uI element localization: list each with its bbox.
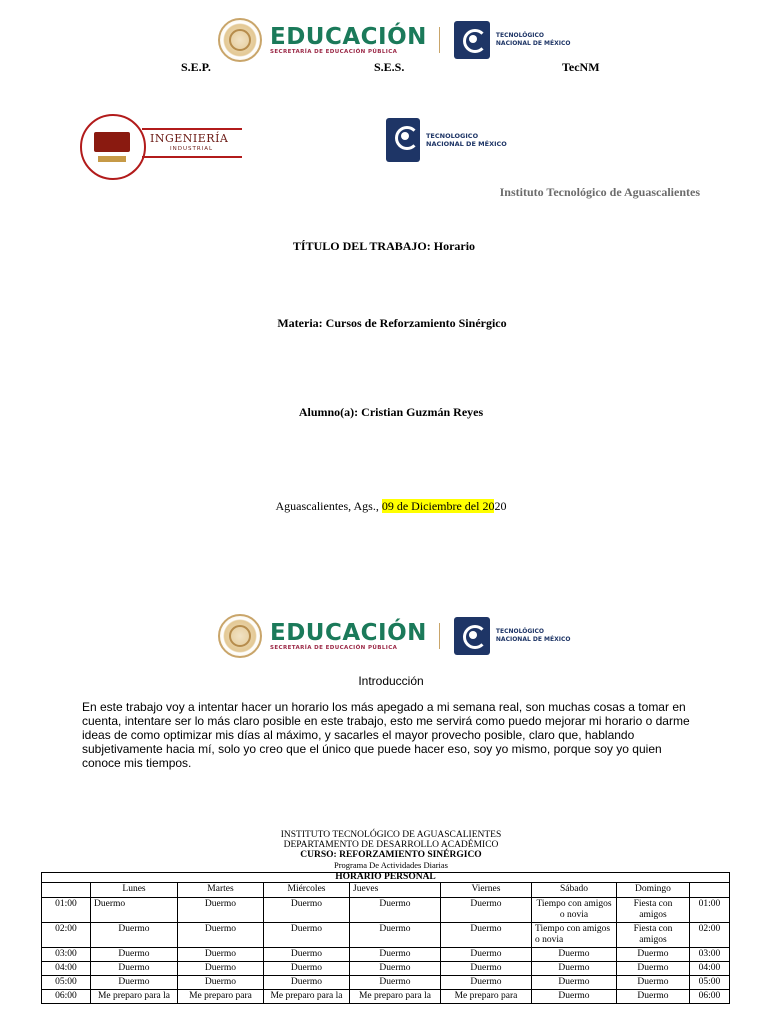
day-header-row [42, 883, 730, 898]
activity-cell: Duermo [532, 990, 617, 1004]
activity-cell: Duermo [264, 898, 350, 923]
time-cell: 02:00 [42, 923, 91, 948]
activity-cell: Duermo [350, 898, 441, 923]
intro-heading: Introducción [358, 674, 424, 688]
page2-header-logo [218, 614, 570, 658]
time-cell: 03:00 [42, 948, 91, 962]
table-row [42, 898, 730, 923]
place-date [0, 499, 768, 514]
tecnm-line2: NACIONAL DE MÉXICO [495, 40, 571, 47]
activity-cell: Duermo [91, 923, 178, 948]
tecnm-logo-line1: TECNOLOGICO [426, 132, 479, 140]
activity-cell: Duermo [264, 948, 350, 962]
activity-cell: Duermo [441, 948, 532, 962]
schedule-department: DEPARTAMENTO DE DESARROLLO ACADÉMICO [283, 840, 499, 850]
tecnm-logo [386, 118, 507, 162]
ingenieria-emblem-icon [80, 114, 146, 180]
schedule-institute: INSTITUTO TECNOLÓGICO DE AGUASCALIENTES [280, 830, 502, 840]
tecnm-logo-line2: NACIONAL DE MÉXICO [426, 140, 507, 148]
educacion-subtitle: SECRETARÍA DE EDUCACIÓN PÚBLICA [270, 645, 398, 651]
activity-cell: Duermo [178, 923, 264, 948]
place: Aguascalientes, Ags., [275, 499, 382, 513]
tecnm-emblem-icon [386, 118, 420, 162]
activity-cell: Duermo [178, 976, 264, 990]
activity-cell: Me preparo para [441, 990, 532, 1004]
activity-cell: Duermo [350, 923, 441, 948]
activity-cell: Duermo [178, 898, 264, 923]
table-row [42, 948, 730, 962]
activity-cell: Duermo [91, 962, 178, 976]
schedule-table [41, 872, 730, 1004]
activity-cell: Duermo [350, 962, 441, 976]
tecnm-line2: NACIONAL DE MÉXICO [495, 636, 571, 643]
activity-cell: Me preparo para la [264, 990, 350, 1004]
activity-cell: Duermo [441, 923, 532, 948]
time-cell: 05:00 [42, 976, 91, 990]
activity-cell: Duermo [617, 976, 690, 990]
activity-cell: Duermo [264, 962, 350, 976]
time-cell: 05:00 [690, 976, 730, 990]
mexico-seal-icon [218, 18, 262, 62]
time-cell: 04:00 [690, 962, 730, 976]
tecnm-line1: TECNOLÓGICO [495, 32, 544, 39]
activity-cell: Duermo [91, 976, 178, 990]
activity-cell: Duermo [617, 948, 690, 962]
activity-cell: Duermo [350, 976, 441, 990]
time-cell: 01:00 [42, 898, 91, 923]
activity-cell: Duermo [441, 898, 532, 923]
activity-cell: Duermo [532, 948, 617, 962]
time-cell: 06:00 [690, 990, 730, 1004]
ingenieria-top-line [142, 128, 242, 130]
activity-cell: Duermo [178, 962, 264, 976]
table-row [42, 962, 730, 976]
day-header: Domingo [617, 883, 690, 898]
activity-cell: Tiempo con amigos o novia [532, 898, 617, 923]
activity-cell: Duermo [532, 976, 617, 990]
time-cell: 03:00 [690, 948, 730, 962]
time-cell: 06:00 [42, 990, 91, 1004]
activity-cell: Duermo [441, 962, 532, 976]
table-row [42, 923, 730, 948]
activity-cell: Me preparo para la [91, 990, 178, 1004]
label-tecnm: TecNM [562, 60, 600, 74]
day-header: Jueves [350, 883, 441, 898]
activity-cell: Duermo [441, 976, 532, 990]
activity-cell: Me preparo para [178, 990, 264, 1004]
date-rest: 20 [494, 499, 507, 513]
intro-body: En este trabajo voy a intentar hacer un horario los más apegado a mi semana real, son muchas cosas a tomar en cuenta, intentare ser lo más claro posible en este trabajo, esto me servirá como puedo mejorar mi horario o darme ideas de como optimizar mis días al máximo, y sacarles el mayor provecho posible, claro que, hablando subjetivamente hacia mí, solo yo creo que el único que puede hacer eso, soy yo mismo, porque soy yo quien conoce mis tiempos. [82, 700, 690, 770]
ingenieria-title: INGENIERÍA [150, 132, 229, 145]
activity-cell: Duermo [91, 898, 178, 923]
schedule-title: HORARIO PERSONAL [42, 873, 730, 883]
activity-cell: Duermo [91, 948, 178, 962]
subject: Materia: Cursos de Reforzamiento Sinérgico [277, 316, 507, 330]
time-cell: 01:00 [690, 898, 730, 923]
time-cell: 02:00 [690, 923, 730, 948]
logo-divider [439, 27, 440, 53]
institute-name: Instituto Tecnológico de Aguascalientes [499, 185, 700, 199]
activity-cell: Tiempo con amigos o novia [532, 923, 617, 948]
mexico-seal-icon [218, 614, 262, 658]
time-cell: 04:00 [42, 962, 91, 976]
activity-cell: Duermo [532, 962, 617, 976]
tecnm-logo-icon [454, 617, 490, 655]
educacion-wordmark: EDUCACIÓN [270, 620, 427, 646]
day-header: Miércoles [264, 883, 350, 898]
day-header: Lunes [91, 883, 178, 898]
educacion-wordmark: EDUCACIÓN [270, 24, 427, 50]
day-header [42, 883, 91, 898]
table-row [42, 990, 730, 1004]
activity-cell: Me preparo para la [350, 990, 441, 1004]
activity-cell: Duermo [350, 948, 441, 962]
sep-header-logo [218, 18, 570, 62]
day-header [690, 883, 730, 898]
schedule-course: CURSO: REFORZAMIENTO SINÉRGICO [300, 850, 482, 860]
date-highlight: 09 de Diciembre del 20 [381, 499, 495, 513]
schedule-header [0, 830, 768, 870]
tecnm-logo-icon [454, 21, 490, 59]
logo-divider [439, 623, 440, 649]
day-header: Martes [178, 883, 264, 898]
ingenieria-subtitle: INDUSTRIAL [170, 146, 214, 152]
activity-cell: Fiesta con amigos [617, 898, 690, 923]
activity-cell: Duermo [617, 962, 690, 976]
table-row [42, 976, 730, 990]
ingenieria-logo [80, 114, 242, 178]
label-sep: S.E.P. [181, 60, 211, 74]
activity-cell: Duermo [264, 976, 350, 990]
tecnm-line1: TECNOLÓGICO [495, 628, 544, 635]
ingenieria-bottom-line [142, 156, 242, 158]
activity-cell: Fiesta con amigos [617, 923, 690, 948]
label-ses: S.E.S. [374, 60, 405, 74]
document-title: TÍTULO DEL TRABAJO: Horario [292, 239, 476, 253]
educacion-subtitle: SECRETARÍA DE EDUCACIÓN PÚBLICA [270, 49, 398, 55]
day-header: Viernes [441, 883, 532, 898]
activity-cell: Duermo [178, 948, 264, 962]
schedule-program: Programa De Actividades Diarias [333, 860, 448, 870]
activity-cell: Duermo [617, 990, 690, 1004]
student: Alumno(a): Cristian Guzmán Reyes [298, 405, 484, 419]
day-header: Sábado [532, 883, 617, 898]
activity-cell: Duermo [264, 923, 350, 948]
